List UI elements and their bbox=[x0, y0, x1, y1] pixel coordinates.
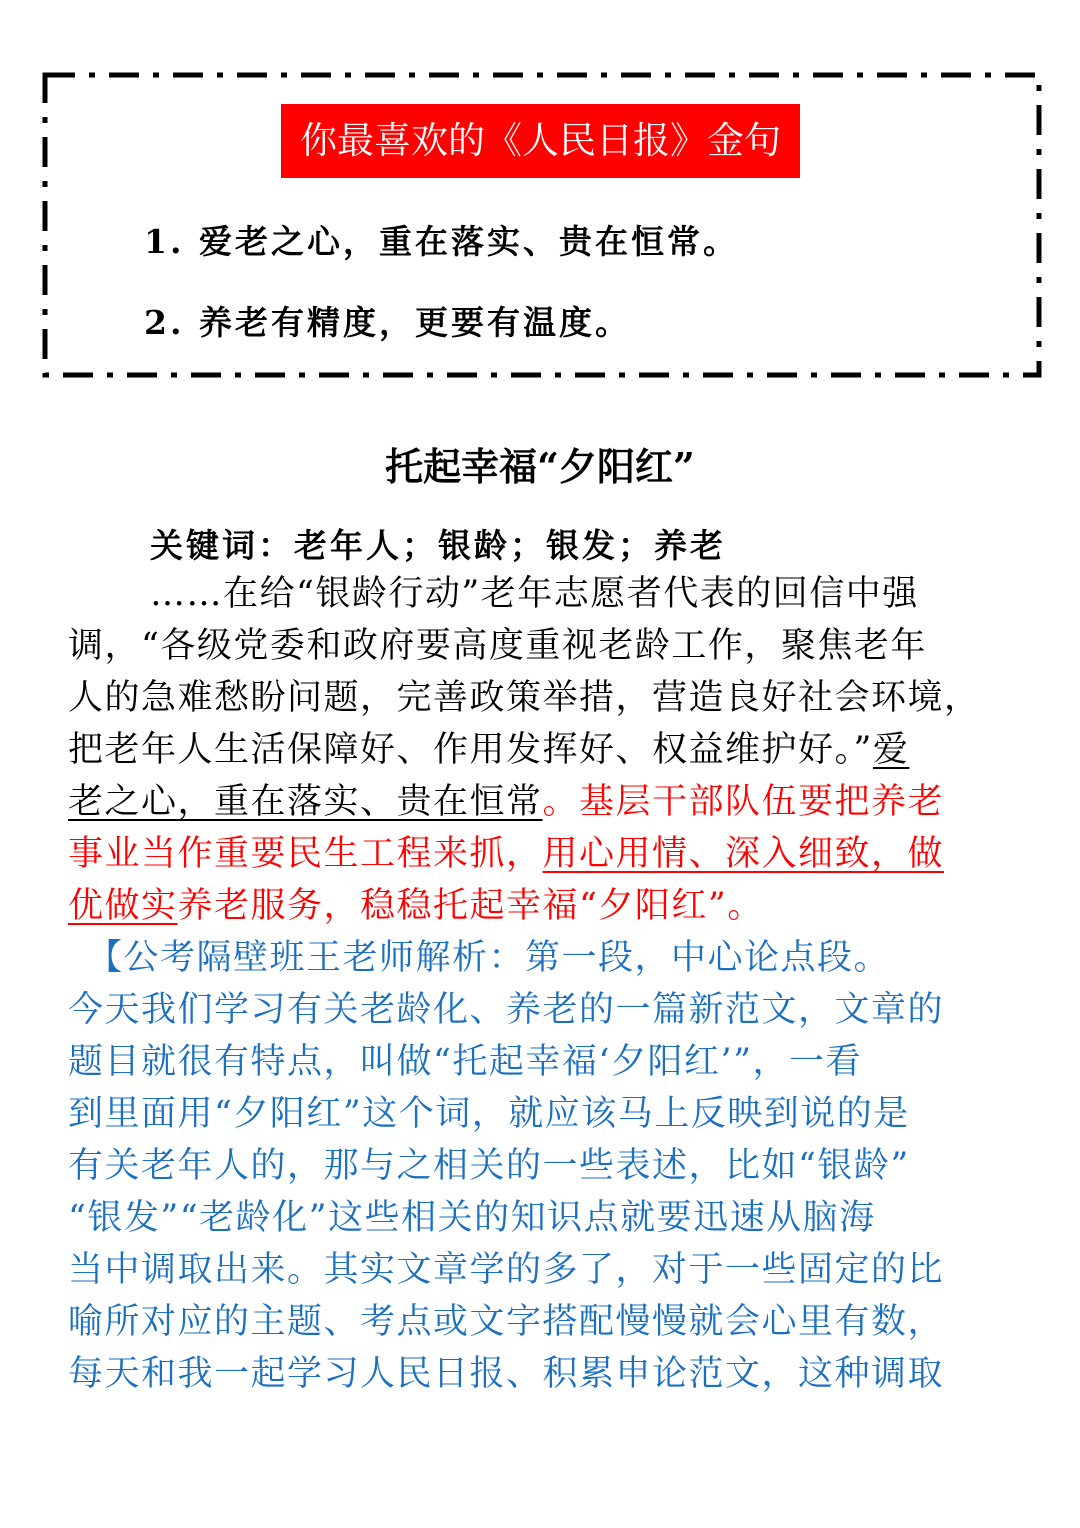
article-line bbox=[68, 1036, 1018, 1088]
quote-box-banner: 你最喜欢的《人民日报》金句 bbox=[281, 104, 800, 178]
article-line bbox=[68, 724, 1018, 776]
quote-item-1: 1. 爱老之心，重在落实、贵在恒常。 bbox=[144, 222, 739, 261]
article-line bbox=[68, 932, 1018, 984]
article-title: 托起幸福“夕阳红” bbox=[385, 444, 695, 489]
text-segment: 题目就很有特点，叫做“托起幸福‘夕阳红’”，一看 bbox=[68, 1042, 863, 1082]
article-keywords: 关键词：老年人；银龄；银发；养老 bbox=[150, 526, 726, 565]
article-line bbox=[68, 1192, 1018, 1244]
text-segment: 今天我们学习有关老龄化、养老的一篇新范文，文章的 bbox=[68, 990, 945, 1030]
text-segment: “银发”“老龄化”这些相关的知识点就要迅速从脑海 bbox=[68, 1198, 876, 1238]
underlined-text: 优做实 bbox=[68, 886, 178, 926]
text-segment: 事业当作重要民生工程来抓， bbox=[68, 834, 543, 874]
text-segment: 到里面用“夕阳红”这个词，就应该马上反映到说的是 bbox=[68, 1094, 910, 1134]
article-line bbox=[68, 568, 1018, 620]
article-line bbox=[68, 1088, 1018, 1140]
text-segment: 养老服务，稳稳托起幸福“夕阳红”。 bbox=[177, 886, 764, 926]
article-line bbox=[68, 1296, 1018, 1348]
article-line bbox=[68, 672, 1018, 724]
text-segment: ……在给“银龄行动”老年志愿者代表的回信中强 bbox=[150, 574, 919, 614]
text-segment: 。基层干部队伍要把养老 bbox=[542, 782, 945, 822]
article-line bbox=[68, 828, 1018, 880]
text-segment: 每天和我一起学习人民日报、积累申论范文，这种调取 bbox=[68, 1354, 945, 1394]
underlined-text: 老之心，重在落实、贵在恒常 bbox=[68, 782, 543, 822]
underlined-text: 用心用情、深入细致，做 bbox=[542, 834, 945, 874]
text-segment: 当中调取出来。其实文章学的多了，对于一些固定的比 bbox=[68, 1250, 945, 1290]
article-line bbox=[68, 1348, 1018, 1400]
text-segment: 有关老年人的，那与之相关的一些表述，比如“银龄” bbox=[68, 1146, 910, 1186]
text-segment: 人的急难愁盼问题，完善政策举措，营造良好社会环境， bbox=[68, 678, 981, 718]
article-line bbox=[68, 776, 1018, 828]
text-segment: 调，“各级党委和政府要高度重视老龄工作，聚焦老年 bbox=[68, 626, 927, 666]
article-line bbox=[68, 984, 1018, 1036]
quote-item-2: 2. 养老有精度，更要有温度。 bbox=[144, 303, 631, 342]
text-segment: 把老年人生活保障好、作用发挥好、权益维护好。” bbox=[68, 730, 873, 770]
text-segment: 喻所对应的主题、考点或文字搭配慢慢就会心里有数， bbox=[68, 1302, 945, 1342]
article-line bbox=[68, 1140, 1018, 1192]
underlined-text: 爱 bbox=[872, 730, 910, 770]
text-segment: 【公考隔壁班王老师解析：第一段，中心论点段。 bbox=[68, 938, 891, 978]
article-body bbox=[68, 568, 1018, 1400]
article-line bbox=[68, 1244, 1018, 1296]
article-line bbox=[68, 880, 1018, 932]
article-line bbox=[68, 620, 1018, 672]
